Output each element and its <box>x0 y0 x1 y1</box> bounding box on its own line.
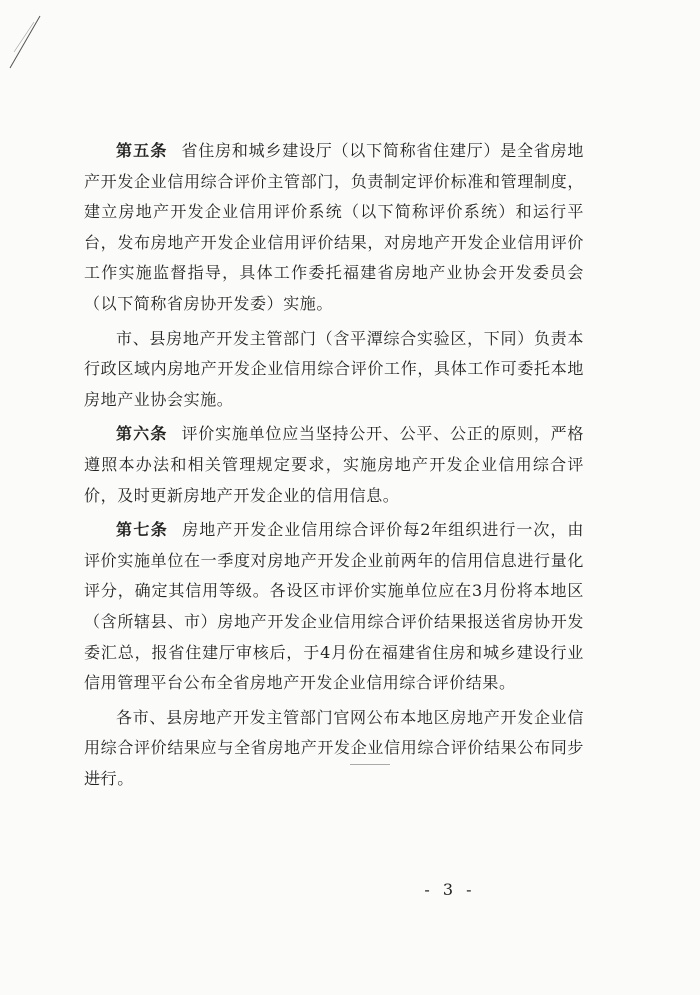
article-heading: 第五条 <box>116 141 168 160</box>
paragraph-article-6 <box>84 419 584 511</box>
paragraph-article-7-cont <box>84 703 584 795</box>
article-heading: 第七条 <box>116 520 169 540</box>
paragraph-text: 房地产开发企业信用综合评价每2年组织进行一次，由评价实施单位在一季度对房地产开发企业前两年的信用信息进行量化评分，确定其信用等级。各设区市评价实施单位应在3月份将本地区（含所辖县、市）房地产开发企业信用综合评价结果报送省房协开发委汇总，报省住建厅审核后，于4月份在福建省住房和城乡建设行业信用管理平台公布全省房地产开发企业信用综合评价结果。 <box>84 520 584 693</box>
paragraph-article-7 <box>84 515 584 699</box>
page-number: - 3 - <box>424 880 476 899</box>
paragraph-text: 省住房和城乡建设厅（以下简称省住建厅）是全省房地产开发企业信用综合评价主管部门，负责制定评价标准和管理制度，建立房地产开发企业信用评价系统（以下简称评价系统）和运行平台，发布房地产开发企业信用评价结果，对房地产开发企业信用评价工作实施监督指导，具体工作委托福建省房地产业协会开发委员会（以下简称省房协开发委）实施。 <box>84 141 584 313</box>
paragraph-article-5 <box>84 136 584 320</box>
paragraph-text: 各市、县房地产开发主管部门官网公布本地区房地产开发企业信用综合评价结果应与全省房地产开发企业信用综合评价结果公布同步进行。 <box>84 707 584 788</box>
article-heading: 第六条 <box>116 424 168 444</box>
scan-pen-mark <box>4 12 44 72</box>
paragraph-article-5-cont <box>84 324 584 416</box>
paragraph-text: 市、县房地产开发主管部门（含平潭综合实验区，下同）负责本行政区域内房地产开发企业信用综合评价工作，具体工作可委托本地房地产业协会实施。 <box>84 328 584 409</box>
paragraph-text: 评价实施单位应当坚持公开、公平、公正的原则，严格遵照本办法和相关管理规定要求，实施房地产开发企业信用综合评价，及时更新房地产开发企业的信用信息。 <box>84 424 584 505</box>
document-body <box>84 136 584 794</box>
